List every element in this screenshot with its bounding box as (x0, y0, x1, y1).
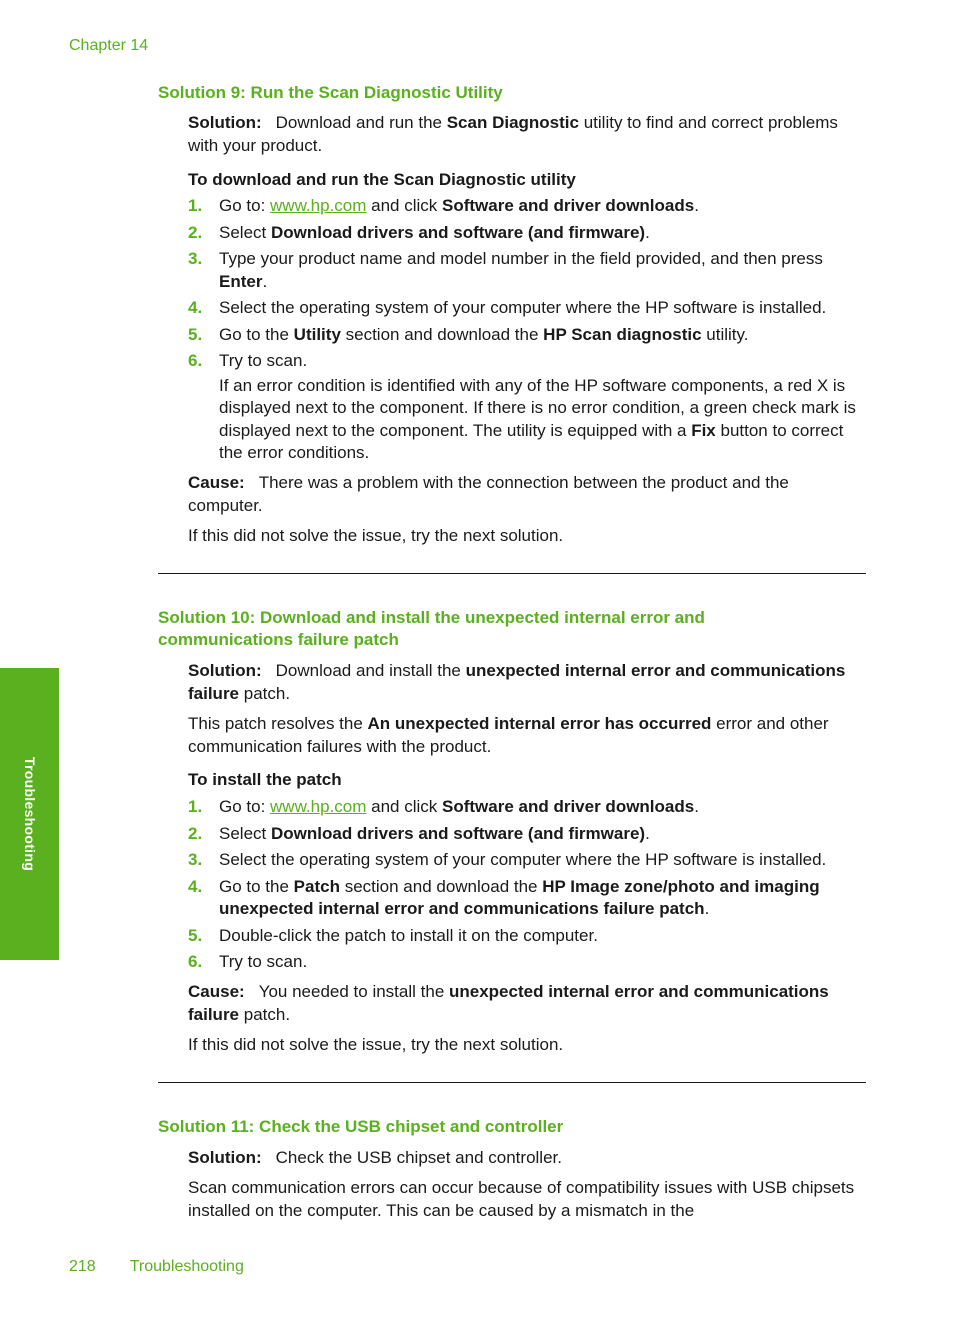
solution-9-heading: Solution 9: Run the Scan Diagnostic Utility (158, 83, 503, 102)
step-6-detail: If an error condition is identified with any of the HP software components, a red X is displayed next to the component. If there is no error condition, a green check mark is displayed next to the component. The utility is equipped with a Fix button to correct the error conditions. (219, 375, 856, 462)
list-item: 6. Try to scan. If an error condition is identified with any of the HP software components, a red X is displayed next to the component. If there is no error condition, a green check mark is displayed next to the component. The utility is equipped with a Fix button to correct the error conditions. (188, 350, 868, 465)
list-item: 1. Go to: www.hp.com and click Software and driver downloads. (188, 797, 699, 816)
list-item: 5. Go to the Utility section and download the HP Scan diagnostic utility. (188, 324, 749, 344)
footer (69, 1258, 244, 1276)
list-item: 3. Type your product name and model number in the field provided, and then press Enter. (188, 249, 823, 291)
divider (158, 1082, 866, 1083)
hp-link[interactable]: www.hp.com (270, 196, 367, 215)
solution-9-text: Solution: Download and run the Scan Diagnostic utility to find and correct problems with your product. (188, 113, 838, 155)
solution-10-next: If this did not solve the issue, try the next solution. (188, 1035, 564, 1054)
list-item: 5. Double-click the patch to install it on the computer. (188, 925, 598, 945)
divider (158, 573, 866, 574)
solution-10-cause: Cause: You needed to install the unexpected internal error and communications failure patch. (188, 982, 829, 1024)
side-tab-label: Troubleshooting (22, 756, 38, 872)
solution-9-subheading: To download and run the Scan Diagnostic utility (188, 170, 576, 189)
list-item: 3. Select the operating system of your computer where the HP software is installed. (188, 850, 827, 869)
list-item: 2. Select Download drivers and software (and firmware). (188, 222, 650, 242)
chapter-label: Chapter 14 (69, 37, 149, 54)
solution-label: Solution: (188, 661, 262, 680)
list-item: 6. Try to scan. (188, 952, 308, 971)
solution-10-heading: Solution 10: Download and install the unexpected internal error and communications failure patch (158, 608, 705, 649)
page-number: 218 (69, 1258, 96, 1275)
side-tab (0, 668, 59, 960)
list-item: 2. Select Download drivers and software (and firmware). (188, 823, 650, 843)
list-item: 4. Go to the Patch section and download the HP Image zone/photo and imaging unexpected internal error and communications failure patch. (188, 876, 820, 918)
solution-10-subheading: To install the patch (188, 770, 342, 789)
solution-10-paragraph: This patch resolves the An unexpected internal error has occurred error and other communication failures with the product. (188, 714, 829, 756)
solution-9-cause: Cause: There was a problem with the connection between the product and the computer. (188, 473, 789, 515)
solution-11-text: Solution: Check the USB chipset and controller. (188, 1148, 562, 1167)
solution-label: Solution: (188, 113, 262, 132)
solution-label: Solution: (188, 1148, 262, 1167)
solution-10-steps (188, 796, 868, 978)
hp-link[interactable]: www.hp.com (270, 797, 367, 816)
cause-label: Cause: (188, 982, 245, 1001)
footer-title: Troubleshooting (129, 1258, 244, 1275)
solution-9-next: If this did not solve the issue, try the next solution. (188, 526, 564, 545)
solution-11-heading: Solution 11: Check the USB chipset and controller (158, 1117, 564, 1136)
cause-label: Cause: (188, 473, 245, 492)
list-item: 4. Select the operating system of your computer where the HP software is installed. (188, 298, 827, 317)
solution-11-paragraph: Scan communication errors can occur because of compatibility issues with USB chipsets installed on the computer. This can be caused by a mismatch in the (188, 1178, 855, 1220)
solution-10-text: Solution: Download and install the unexpected internal error and communications failure patch. (188, 661, 846, 703)
solution-9-steps (188, 195, 868, 469)
list-item: 1. Go to: www.hp.com and click Software and driver downloads. (188, 196, 699, 215)
